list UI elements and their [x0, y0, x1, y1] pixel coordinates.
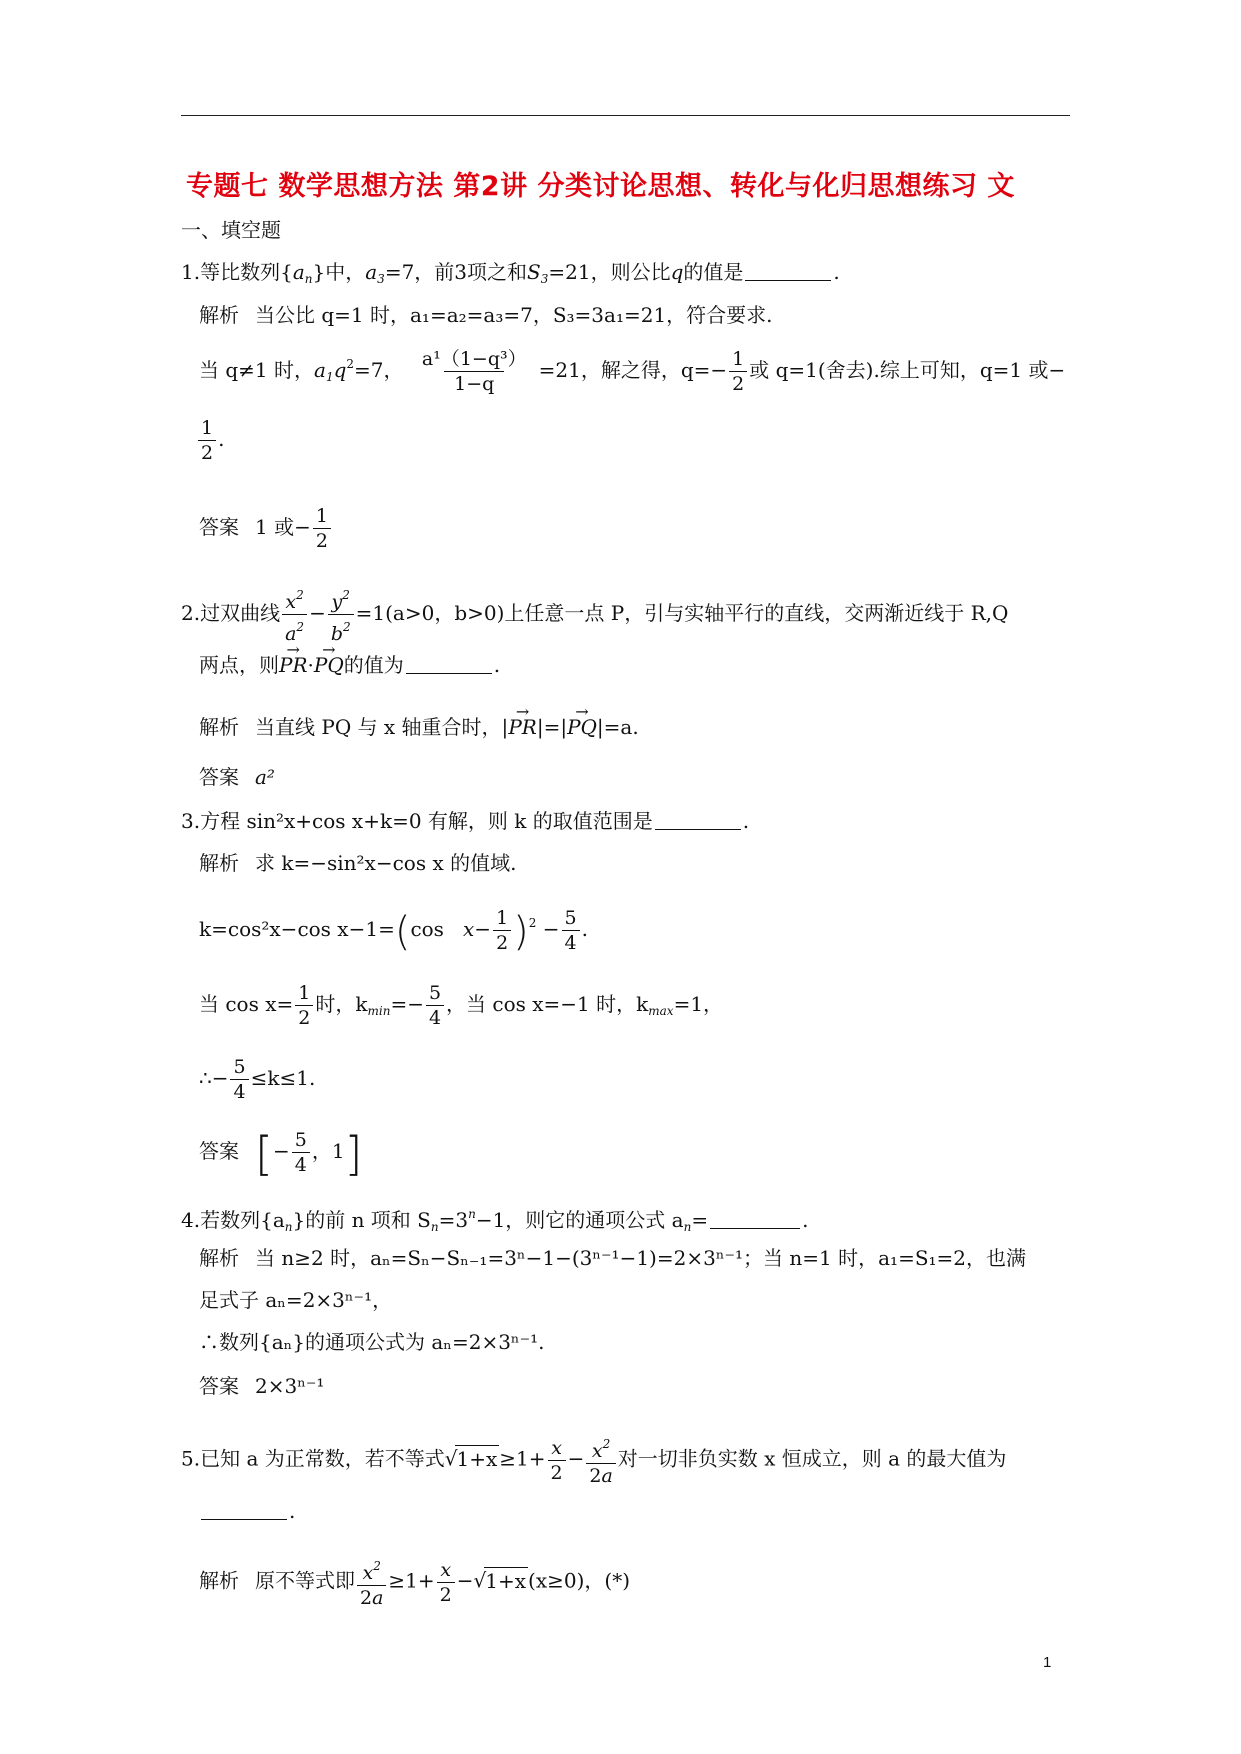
problem-1-analysis: 解析 当公比 q=1 时，a₁=a₂=a₃=7，S₃=3a₁=21，符合要求. [199, 303, 773, 327]
problem-2-analysis: 解析 当直线 PQ 与 x 轴重合时，|→ PR|=|→ PQ|=a. [199, 714, 639, 740]
fraction: $\frac{x^2}{2a}$ [586, 1433, 615, 1487]
problem-4-answer: 答案 2×3ⁿ⁻¹ [199, 1374, 325, 1398]
fraction: $\frac{x^2}{2a}$ [357, 1555, 386, 1609]
problem-1-stem: 1.等比数列$\{a_n\}$中，$a_3=7$，前3项之和$S_3=21$，则公比q的值是 . [181, 260, 840, 286]
problem-3-analysis-2: k=cos²x−cos x−1=(cos x− $\frac{1}{2}$ )$^2$ − $\frac{5}{4}$ . [199, 907, 588, 955]
problem-3-analysis: 解析 求 k=−sin²x−cos x 的值域. [199, 851, 517, 875]
fraction: $\frac{x^2}{a^2}$ [282, 584, 307, 645]
fraction: $\frac{1}{2}$ [313, 505, 331, 552]
problem-4-analysis-2: 足式子 aₙ=2×3ⁿ⁻¹， [199, 1288, 393, 1312]
fraction: $\frac{5}{4}$ [292, 1129, 310, 1176]
header-rule [181, 115, 1070, 116]
answer-blank [745, 262, 831, 281]
problem-2-stem: 2.过双曲线 $\frac{x^2}{a^2}$ − $\frac{y^2}{b^2}$ =1(a>0，b>0)上任意一点 P，引与实轴平行的直线，交两渐近线于 R,Q [181, 584, 1008, 645]
problem-1-analysis-2: 当 q≠1 时，$a_1q^2=7$， $\frac{\text{a¹（1−q³）}}{1-q}$ =21，解之得，q=− $\frac{1}{2}$ 或 q=1(舍去).综上可知，q=1 或− [199, 348, 1066, 395]
fraction: $\frac{5}{4}$ [230, 1056, 248, 1103]
problem-5-blank-line: . [199, 1498, 295, 1524]
fraction: $\frac{5}{4}$ [562, 907, 580, 954]
problem-4-analysis: 解析 当 n≥2 时，aₙ=Sₙ−Sₙ₋₁=3ⁿ−1−(3ⁿ⁻¹−1)=2×3ⁿ⁻¹；当 n=1 时，a₁=S₁=2，也满 [199, 1246, 1027, 1270]
fraction: $\frac{1}{2}$ [493, 907, 511, 954]
fraction: $\frac{x}{2}$ [548, 1437, 566, 1484]
problem-5-stem: 5.已知 a 为正常数，若不等式√1+x ≥1+ $\frac{x}{2}$ − $\frac{x^2}{2a}$ 对一切非负实数 x 恒成立，则 a 的最大值为 [181, 1433, 1006, 1487]
fraction: $\frac{5}{4}$ [426, 982, 444, 1029]
page-number: 1 [1043, 1654, 1052, 1671]
fraction: $\frac{1}{2}$ [198, 417, 216, 464]
answer-blank [406, 655, 492, 674]
fraction: $\frac{x}{2}$ [437, 1559, 455, 1606]
problem-2-stem-2: 两点，则→ PR·→ PQ的值为 . [199, 652, 500, 678]
problem-4-stem: 4.若数列$\{a_n\}$的前 n 项和 $S_n=3^n-1$，则它的通项公式 $a_n=$ . [181, 1207, 809, 1234]
problem-4-analysis-3: ∴数列{aₙ}的通项公式为 aₙ=2×3ⁿ⁻¹. [199, 1330, 545, 1354]
problem-3-analysis-3: 当 cos x= $\frac{1}{2}$ 时，$k_{min}=-$ $\frac{5}{4}$ ，当 cos x=−1 时，$k_{max}=1$， [199, 982, 724, 1029]
problem-1-answer: 答案 1 或− $\frac{1}{2}$ [199, 505, 333, 552]
fraction: $\frac{1}{2}$ [729, 348, 747, 395]
fraction: $\frac{1}{2}$ [295, 982, 313, 1029]
problem-5-analysis: 解析 原不等式即 $\frac{x^2}{2a}$ ≥1+ $\frac{x}{2}$ −√1+x (x≥0)，(*) [199, 1555, 630, 1609]
problem-2-answer: 答案 a² [199, 765, 275, 789]
page-title: 专题七 数学思想方法 第2讲 分类讨论思想、转化与化归思想练习 文 [186, 171, 1015, 202]
section-heading: 一、填空题 [181, 218, 281, 242]
answer-blank [201, 1501, 287, 1520]
problem-3-analysis-4: ∴− $\frac{5}{4}$ ≤k≤1. [199, 1056, 316, 1103]
fraction: $\frac{\text{a¹（1−q³）}}{1-q}$ [421, 348, 527, 395]
answer-blank [655, 811, 741, 830]
problem-3-stem: 3.方程 sin²x+cos x+k=0 有解，则 k 的取值范围是 . [181, 809, 750, 833]
answer-blank [710, 1210, 800, 1229]
problem-1-analysis-3: $\frac{1}{2}$ . [196, 417, 224, 464]
problem-3-answer: 答案 [− $\frac{5}{4}$ ，1] [199, 1127, 363, 1181]
fraction: $\frac{y^2}{b^2}$ [328, 584, 354, 645]
